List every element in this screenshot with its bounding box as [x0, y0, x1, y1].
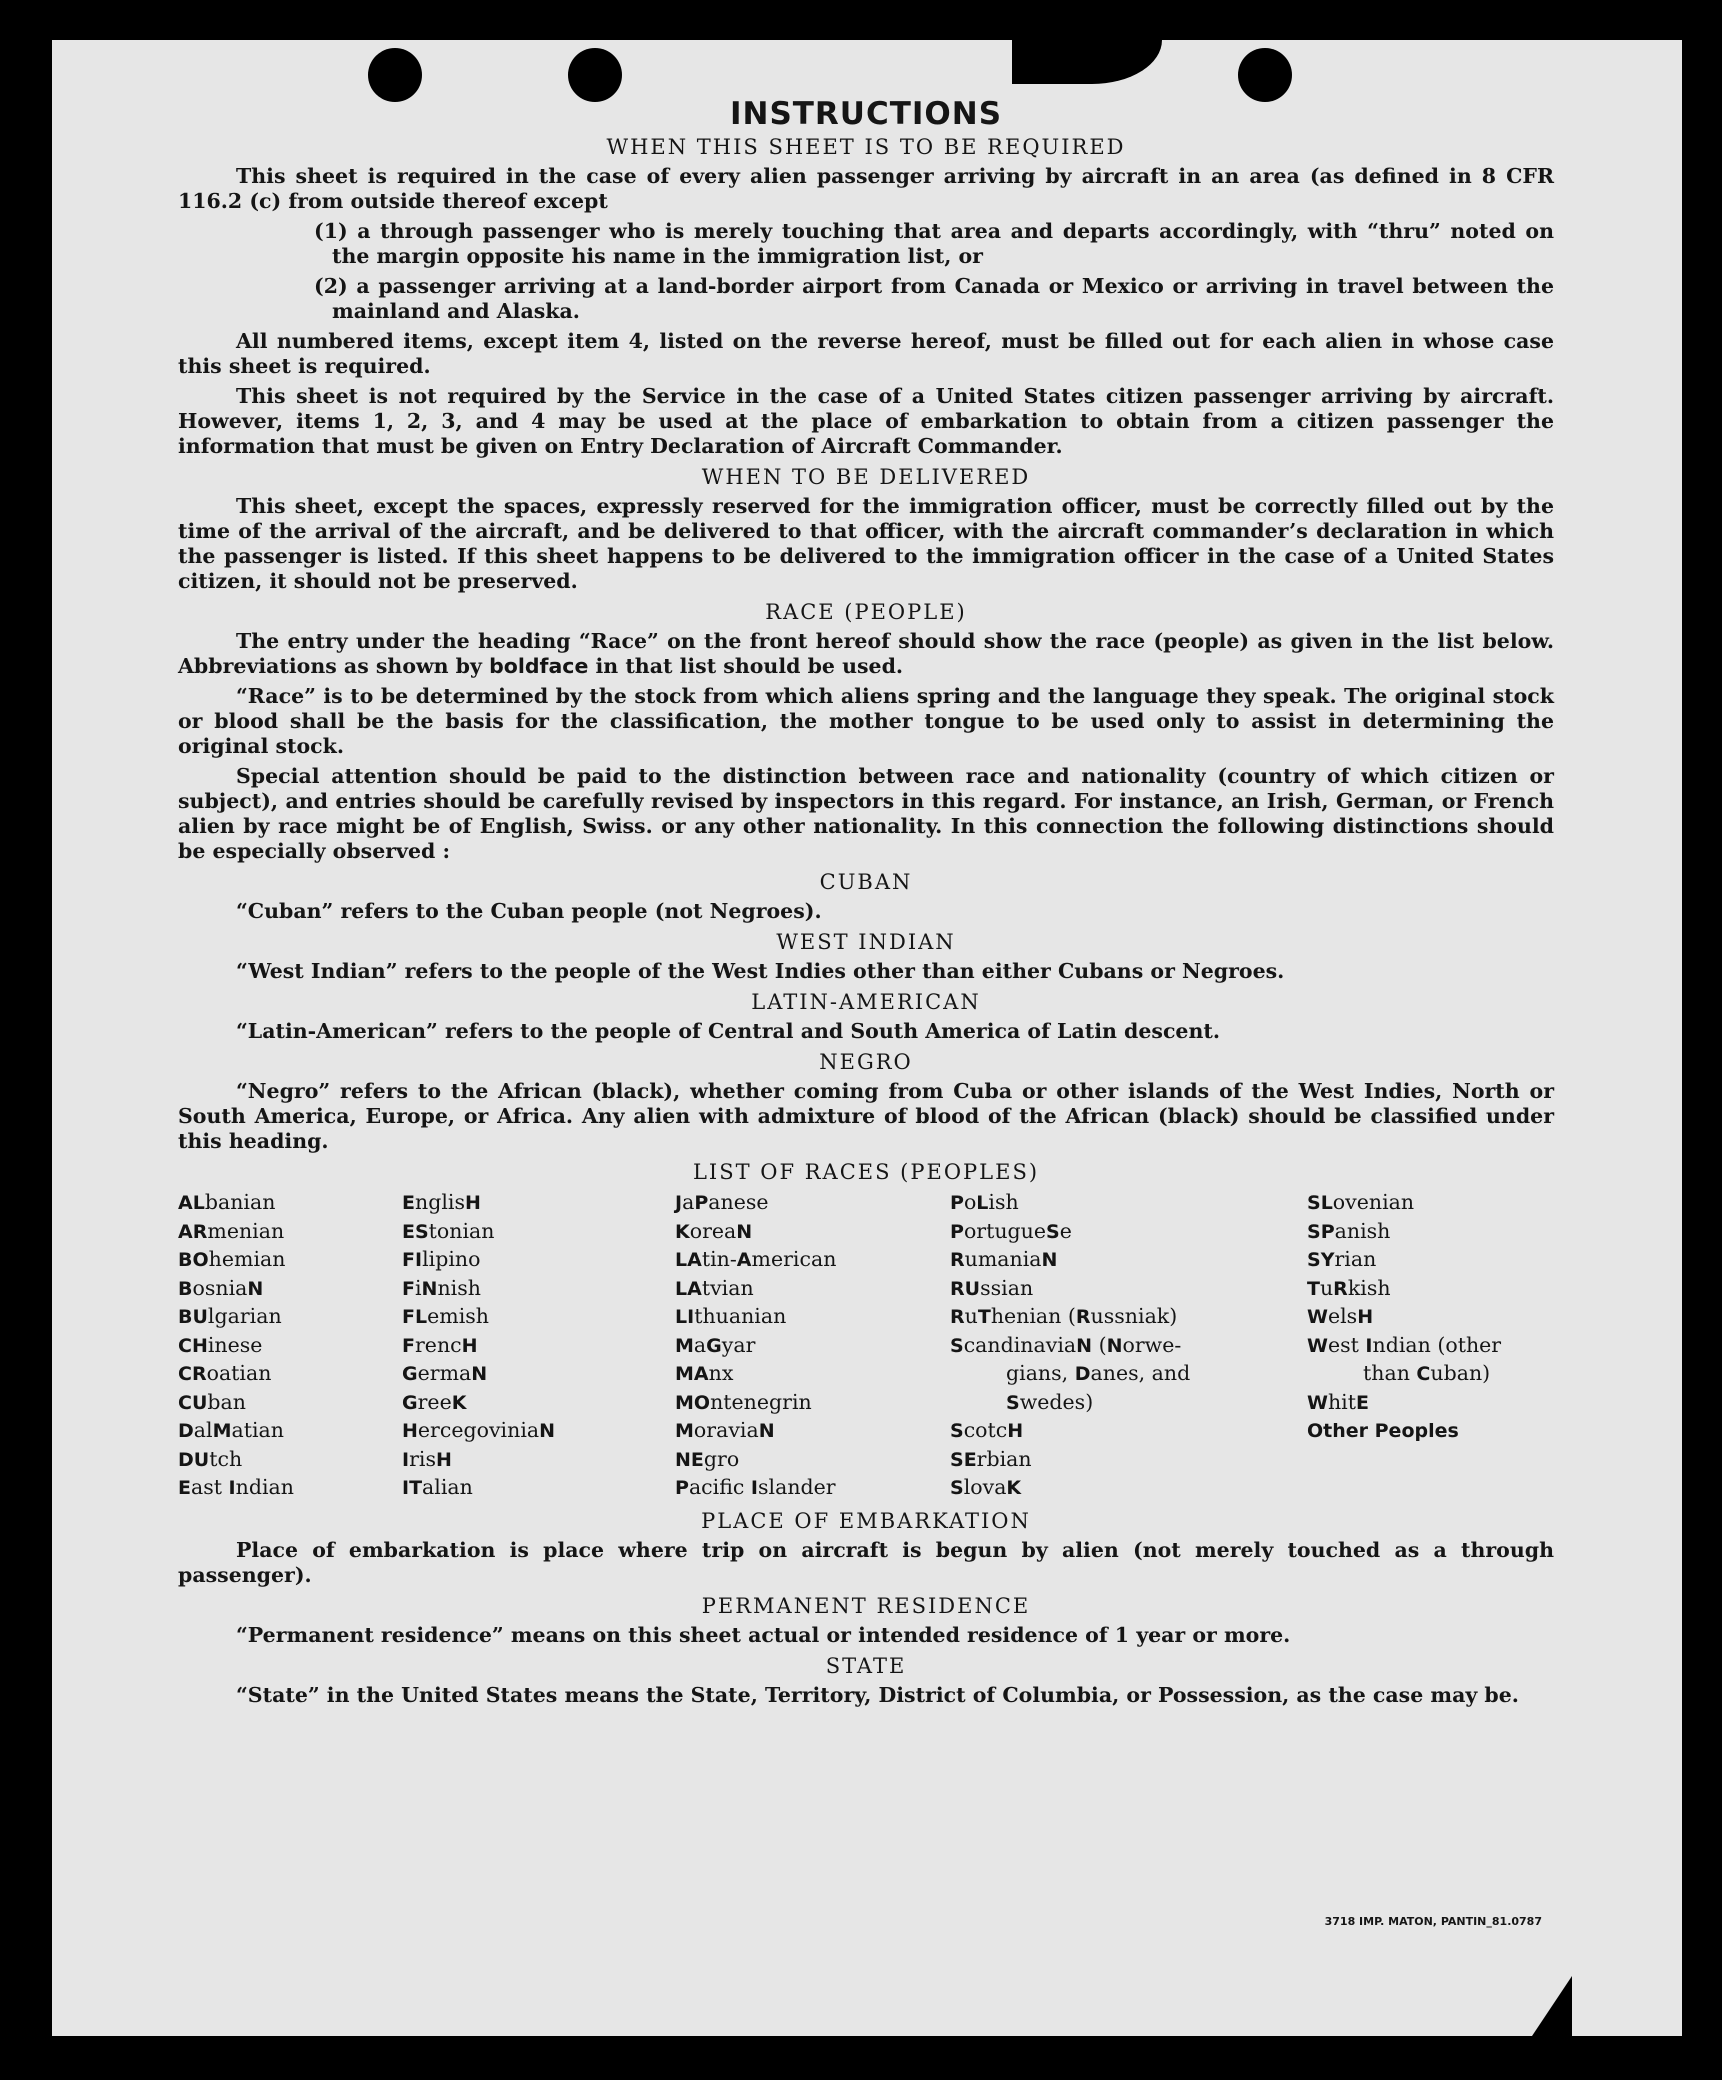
paragraph: “Latin-American” refers to the people of Central and South America of Latin descent. — [236, 1019, 1220, 1043]
paragraph: “Cuban” refers to the Cuban people (not Negroes). — [236, 899, 822, 923]
race-entry: MoraviaN — [675, 1418, 775, 1442]
paragraph: This sheet is required in the case of every alien passenger arriving by aircraft in an area (as defined in 8 CFR 116.2 (c) from outside thereof except — [178, 164, 1554, 213]
race-entry: LAtvian — [675, 1275, 754, 1300]
page-title: INSTRUCTIONS — [729, 96, 1003, 132]
exception-item-2: (2) a passenger arriving at a land-border airport from Canada or Mexico or arriving in travel between the mainland and Alaska. — [314, 274, 1554, 323]
race-entry: ScotcH — [950, 1418, 1024, 1442]
race-entry: SlovaK — [950, 1475, 1022, 1499]
race-entry: than Cuban) — [1363, 1361, 1491, 1385]
race-entry: East Indian — [178, 1475, 294, 1499]
race-entry: LAtin-American — [675, 1247, 837, 1271]
paragraph — [178, 629, 1554, 679]
race-entry: ARmenian — [178, 1218, 285, 1243]
race-entry: ITalian — [402, 1475, 473, 1499]
race-entry: SPanish — [1307, 1218, 1391, 1243]
races-column — [675, 1189, 950, 1503]
race-entry: EnglisH — [402, 1190, 481, 1214]
race-entry: ScandinaviaN (Norwe- — [950, 1332, 1182, 1357]
paragraph: “Race” is to be determined by the stock from which aliens spring and the language they speak. The original stock or blood shall be the basis for the classification, the mother tongue to be used only to assist in determining the original stock. — [178, 684, 1554, 758]
paragraph: “Negro” refers to the African (black), whether coming from Cuba or other islands of the West Indies, North or South America, Europe, or Africa. Any alien with admixture of blood of the African (black) should be classified under this heading. — [178, 1079, 1554, 1153]
paragraph: “State” in the United States means the State, Territory, District of Columbia, or Possession, as the case may be. — [236, 1682, 1519, 1707]
text-run: in that list should be used. — [588, 654, 904, 678]
section-heading-required: WHEN THIS SHEET IS TO BE REQUIRED — [606, 135, 1126, 159]
race-entry: SLovenian — [1307, 1190, 1415, 1214]
races-column — [950, 1189, 1307, 1503]
race-entry: RumaniaN — [950, 1247, 1058, 1271]
race-entry: DalMatian — [178, 1418, 284, 1442]
section-heading-race: RACE (PEOPLE) — [765, 600, 967, 624]
races-column — [1307, 1189, 1554, 1503]
race-entry: FiNnish — [402, 1275, 481, 1300]
section-heading-cuban: CUBAN — [819, 870, 913, 894]
section-heading-negro: NEGRO — [819, 1050, 913, 1074]
section-heading-list-of-races: LIST OF RACES (PEOPLES) — [692, 1160, 1040, 1184]
race-entry: SErbian — [950, 1446, 1032, 1471]
paragraph: This sheet, except the spaces, expressly reserved for the immigration officer, must be correctly filled out by the time of the arrival of the aircraft, and be delivered to that officer, with the aircraft commander’s declaration in which the passenger is listed. If this sheet happens to be delivered to the immigration officer in the case of a United States citizen, it should not be preserved. — [178, 494, 1554, 593]
paragraph: Place of embarkation is place where trip on aircraft is begun by alien (not merely touched as a through passenger). — [178, 1537, 1554, 1587]
race-entry: PoLish — [950, 1190, 1019, 1214]
race-entry: GreeK — [402, 1389, 467, 1414]
paragraph: “West Indian” refers to the people of the West Indies other than either Cubans or Negroes. — [236, 959, 1285, 983]
document-sheet — [52, 40, 1682, 2036]
section-heading-latin-american: LATIN-AMERICAN — [751, 990, 981, 1014]
paragraph: Special attention should be paid to the distinction between race and nationality (country of which citizen or subject), and entries should be carefully revised by inspectors in this regard. For instance, an Irish, German, or French alien by race might be of English, Swiss. or any other nationality. In this connection the following distinctions should be especially observed : — [178, 764, 1554, 863]
punch-hole — [1238, 48, 1292, 102]
exception-item-1: (1) a through passenger who is merely touching that area and departs accordingly, with “thru” noted on the margin opposite his name in the immigration list, or — [314, 219, 1554, 268]
punch-hole — [368, 48, 422, 102]
race-entry: MAnx — [675, 1361, 734, 1385]
punch-hole — [568, 48, 622, 102]
torn-tab — [1012, 40, 1162, 84]
race-entry: Pacifc Islander — [675, 1475, 836, 1499]
race-entry: DUtch — [178, 1446, 243, 1471]
race-entry: JaPanese — [675, 1190, 769, 1214]
race-entry: RuThenian (Russniak) — [950, 1304, 1178, 1328]
race-entry: HercegoviniaN — [402, 1418, 556, 1442]
race-entry: West Indian (other — [1307, 1332, 1502, 1357]
race-entry: FrencH — [402, 1332, 478, 1357]
race-entry: BosniaN — [178, 1275, 264, 1300]
race-entry: IrisH — [402, 1446, 452, 1471]
race-entry: SYrian — [1307, 1247, 1377, 1271]
race-entry: WelsH — [1307, 1304, 1374, 1328]
race-entry: BOhemian — [178, 1247, 286, 1271]
race-entry: RUssian — [950, 1275, 1034, 1300]
races-list — [178, 1189, 1554, 1503]
race-entry: CHinese — [178, 1332, 263, 1357]
races-column — [402, 1189, 675, 1503]
paragraph: “Permanent residence” means on this sheet actual or intended residence of 1 year or more. — [236, 1622, 1291, 1647]
race-entry: MOntenegrin — [675, 1389, 812, 1414]
race-entry: WhitE — [1307, 1389, 1369, 1414]
torn-corner — [1532, 1976, 1572, 2036]
race-entry: PortugueSe — [950, 1218, 1072, 1243]
race-entry: FIlipino — [402, 1247, 481, 1271]
section-heading-embarkation: PLACE OF EMBARKATION — [701, 1508, 1031, 1533]
race-entry: CUban — [178, 1389, 246, 1414]
race-entry: MaGyar — [675, 1332, 756, 1357]
text-run: The entry under the heading “Race” on the front hereof should show the race (people) as given in the list below. Abbreviations as shown by — [178, 629, 1554, 678]
race-entry: CRoatian — [178, 1361, 272, 1385]
race-entry: TuRkish — [1307, 1275, 1391, 1300]
section-heading-west-indian: WEST INDIAN — [776, 930, 956, 954]
instructions-body — [178, 96, 1554, 1713]
races-column — [178, 1189, 402, 1503]
race-entry: Other Peoples — [1307, 1420, 1459, 1442]
race-entry: ALbanian — [178, 1190, 276, 1214]
section-heading-state: STATE — [825, 1653, 907, 1678]
race-entry: NEgro — [675, 1446, 740, 1471]
race-entry: gians, Danes, and — [1006, 1361, 1191, 1385]
race-entry: GermaN — [402, 1361, 488, 1385]
race-entry: BUlgarian — [178, 1304, 282, 1328]
race-entry: EStonian — [402, 1218, 495, 1243]
boldface-term: boldface — [489, 654, 589, 678]
section-heading-permanent-residence: PERMANENT RESIDENCE — [701, 1593, 1031, 1618]
paragraph: All numbered items, except item 4, listed on the reverse hereof, must be filled out for each alien in whose case this sheet is required. — [178, 329, 1554, 378]
race-entry: KoreaN — [675, 1218, 753, 1243]
print-code: 3718 IMP. MATON, PANTIN_81.0787 — [1324, 1915, 1542, 1928]
race-entry: Swedes) — [1006, 1389, 1094, 1414]
section-heading-delivered: WHEN TO BE DELIVERED — [701, 465, 1031, 489]
paragraph: This sheet is not required by the Service in the case of a United States citizen passenger arriving by aircraft. However, items 1, 2, 3, and 4 may be used at the place of embarkation to obtain from a citizen passenger the information that must be given on Entry Declaration of Aircraft Commander. — [178, 384, 1554, 458]
race-entry: FLemish — [402, 1304, 489, 1328]
race-entry: LIthuanian — [675, 1304, 787, 1328]
